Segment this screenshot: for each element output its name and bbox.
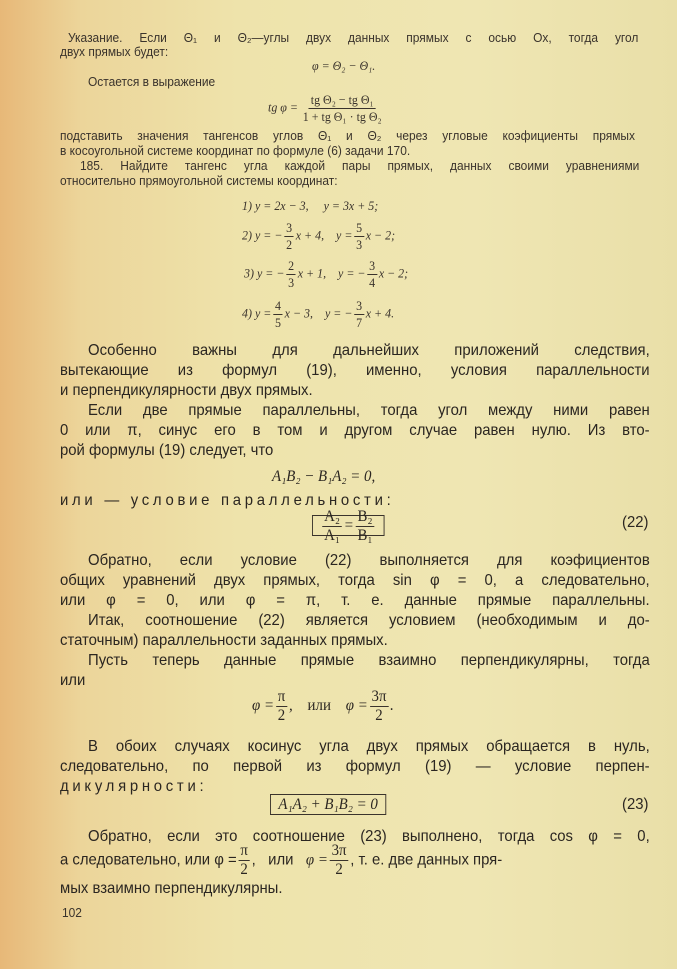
denominator: 2 bbox=[335, 861, 343, 878]
numerator: B₂ bbox=[357, 508, 373, 525]
text: , т. е. две данных пря- bbox=[350, 851, 503, 869]
phi: φ = bbox=[345, 697, 368, 715]
equation-label: (23) bbox=[622, 796, 649, 813]
text-line: общих уравнений двух прямых, тогда sin φ = 0, а следовательно, bbox=[60, 572, 650, 589]
text: а следовательно, или φ = bbox=[60, 851, 237, 869]
formula-23 bbox=[270, 796, 386, 814]
numerator: 3π bbox=[371, 688, 387, 705]
denominator: 4 bbox=[369, 275, 376, 290]
text-line: дикулярности: bbox=[60, 778, 208, 795]
equation-pair bbox=[242, 298, 394, 331]
eq-part: y = − bbox=[254, 227, 283, 243]
hint-line: в косоугольной системе координат по формуле (6) задачи 170. bbox=[60, 143, 411, 158]
text-line: Обратно, если это соотношение (23) выполнено, тогда cos φ = 0, bbox=[88, 828, 650, 845]
numerator: 5 bbox=[356, 220, 363, 235]
item-number: 3) bbox=[244, 265, 254, 281]
text-line: следовательно, по первой из формул (19) — условие перпен- bbox=[60, 758, 650, 775]
text-line: Обратно, если условие (22) выполняется для коэфициентов bbox=[88, 552, 650, 569]
text: или bbox=[268, 851, 294, 869]
text-line: мых взаимно перпендикулярны. bbox=[60, 880, 283, 897]
eq-part: x + 4. bbox=[365, 305, 395, 321]
denominator: 5 bbox=[275, 315, 281, 330]
or: или bbox=[307, 697, 331, 715]
eq-part: x + 4, bbox=[295, 227, 325, 243]
item-number: 1) bbox=[242, 198, 252, 213]
denominator: 3 bbox=[288, 275, 295, 290]
numerator: tg Θ₂ − tg Θ₁ bbox=[310, 92, 374, 107]
formula: A₁B₂ − B₁A₂ = 0, bbox=[272, 468, 376, 485]
eq-part: y = bbox=[254, 305, 272, 321]
numerator: 3 bbox=[356, 298, 363, 313]
eq-part: y = − bbox=[324, 305, 353, 321]
denominator: 2 bbox=[375, 707, 383, 724]
eq-a: y = 2x − 3, bbox=[254, 198, 309, 213]
equals: = bbox=[343, 517, 354, 535]
numerator: 2 bbox=[288, 258, 295, 273]
hint-line: подставить значения тангенсов углов Θ₁ и Θ₂ через угловые коэфициенты прямых bbox=[60, 128, 635, 143]
numerator: 3 bbox=[286, 220, 293, 235]
denominator: 1 + tg Θ₁ · tg Θ₂ bbox=[302, 109, 382, 124]
text-line: рой формулы (19) следует, что bbox=[60, 442, 274, 459]
text-line: или bbox=[60, 672, 86, 689]
hint-line: Указание. Если Θ₁ и Θ₂—углы двух данных прямых с осью Ox, тогда угол bbox=[68, 30, 639, 45]
text-line: и перпендикулярности двух прямых. bbox=[60, 382, 313, 399]
problem-line: 185. Найдите тангенс угла каждой пары прямых, данных своими уравнениями bbox=[80, 158, 640, 173]
formula: φ = Θ₂ − Θ₁. bbox=[312, 58, 376, 73]
text-line: Если две прямые параллельны, тогда угол между ними равен bbox=[88, 402, 650, 419]
formula-22 bbox=[312, 508, 385, 545]
numerator: 3π bbox=[331, 842, 347, 859]
problem-line: относительно прямоугольной системы координат: bbox=[60, 173, 338, 188]
denominator: B₁ bbox=[357, 527, 373, 544]
denominator: 2 bbox=[277, 707, 286, 724]
eq-part: x − 3, bbox=[284, 305, 314, 321]
equation-pair bbox=[242, 198, 378, 214]
eq-part: x + 1, bbox=[297, 265, 327, 281]
hint-line: двух прямых будет: bbox=[60, 44, 169, 59]
numerator: π bbox=[277, 688, 286, 705]
text-line: 0 или π, синус его в том и другом случае равен нулю. Из вто- bbox=[60, 422, 650, 439]
tg-formula bbox=[268, 92, 384, 125]
boxed-formula: A₁A₂ + B₁B₂ = 0 bbox=[270, 794, 386, 815]
numerator: 3 bbox=[369, 258, 376, 273]
text-line: Особенно важны для дальнейших приложений следствия, bbox=[88, 342, 650, 359]
numerator: 4 bbox=[275, 298, 281, 313]
item-number: 4) bbox=[242, 305, 252, 321]
text-line: Пусть теперь данные прямые взаимно перпендикулярны, тогда bbox=[88, 652, 650, 669]
equation-pair bbox=[244, 258, 408, 291]
text-line: статочным) параллельности заданных прямых. bbox=[60, 632, 388, 649]
denominator: 2 bbox=[286, 237, 293, 252]
numerator: A₂ bbox=[324, 508, 341, 525]
phi: φ = bbox=[305, 851, 328, 869]
text-line: Итак, соотношение (22) является условием (необходимым и до- bbox=[88, 612, 650, 629]
denominator: 7 bbox=[356, 315, 363, 330]
eq-part: y = − bbox=[338, 265, 366, 281]
phi: φ = bbox=[252, 697, 275, 715]
formula-right-angle: φ = $\frac{\pi}{2}$ , или φ = $\frac{3\pi}{2}$ . bbox=[252, 688, 394, 724]
text-line: В обоих случаях косинус угла двух прямых обращается в нуль, bbox=[88, 738, 650, 755]
numerator: π bbox=[240, 842, 248, 859]
text: Остается в выражение bbox=[88, 74, 216, 89]
tg-left: tg φ = bbox=[268, 99, 298, 115]
eq-part: y = − bbox=[256, 265, 285, 281]
equation-pair bbox=[242, 220, 395, 253]
text-line: или φ = 0, или φ = π, т. е. данные прямые параллельны. bbox=[60, 592, 650, 609]
denominator: 3 bbox=[356, 237, 363, 252]
text-line: или — условие параллельности: bbox=[60, 492, 395, 509]
eq-part: y = bbox=[336, 227, 353, 243]
denominator: A₁ bbox=[324, 527, 341, 544]
eq-part: x − 2; bbox=[378, 265, 409, 281]
page-number: 102 bbox=[62, 905, 82, 920]
text-line: вытекающие из формул (19), именно, условия параллельности bbox=[60, 362, 650, 379]
eq-b: y = 3x + 5; bbox=[323, 198, 379, 213]
equation-label: (22) bbox=[622, 514, 649, 531]
eq-part: x − 2; bbox=[365, 227, 396, 243]
item-number: 2) bbox=[242, 227, 252, 243]
text-line: а следовательно, или φ = $\frac{\pi}{2}$ , или φ = $\frac{3\pi}{2}$ , т. е. две данных пря- bbox=[60, 842, 503, 878]
denominator: 2 bbox=[240, 861, 248, 878]
